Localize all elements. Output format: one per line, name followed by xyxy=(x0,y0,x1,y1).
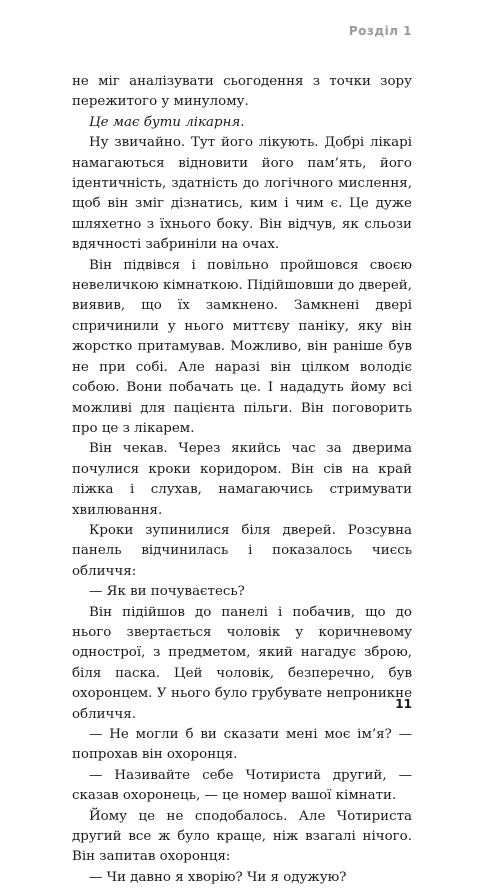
paragraph-italic: Це має бути лікарня. xyxy=(89,114,245,130)
paragraph: Він підвівся і повільно пройшовся своєю невеличкою кімнаткою. Підійшовши до дверей, виявив, що їх замкнено. Замкнені двері спричинили у нього миттєву паніку, яку він жорстко притамував. Можливо, він раніше був не при собі. Але наразі він цілком володіє собою. Вони побачать це. І нададуть йому всі можливі для пацієнта пільги. Він поговорить про це з лікарем. xyxy=(72,257,412,436)
dialogue-line: — Не могли б ви сказати мені моє ім’я? — попрохав він охоронця. xyxy=(72,727,412,763)
page-number: 11 xyxy=(395,697,412,711)
dialogue-line: — Як ви почуваєтесь? xyxy=(89,584,245,600)
dialogue-line: — Чи давно я хворію? Чи я одужую? xyxy=(89,869,347,885)
paragraph: Він підійшов до панелі і побачив, що до нього звертається чоловік у коричневому однострої, з предметом, який нагадує зброю, біля паска. Цей чоловік, безперечно, був охоронцем. У нього було грубувате непроникне обличчя. xyxy=(72,604,412,722)
paragraph: Він чекав. Через якийсь час за дверима почулися кроки коридором. Він сів на край ліжка і слухав, намагаючись стримувати хвилювання. xyxy=(72,441,412,518)
running-head: Розділ 1 xyxy=(348,24,412,38)
paragraph: Кроки зупинилися біля дверей. Розсувна панель відчинилась і показалось чиєсь обличчя: xyxy=(72,522,412,579)
paragraph: не міг аналізувати сьогодення з точки зору пережитого у минулому. xyxy=(72,74,412,110)
paragraph: Йому це не сподобалось. Але Чотириста другий все ж було краще, ніж взагалі нічого. Він запитав охоронця: xyxy=(72,808,412,865)
body-text xyxy=(72,72,412,888)
paragraph: Ну звичайно. Тут його лікують. Добрі лікарі намагаються відновити його пам’ять, його ідентичність, здатність до логічного мислення, щоб він зміг дізнатись, ким і чим є. Це дуже шляхетно з їхнього боку. Він відчув, як сльози вдячності забриніли на очах. xyxy=(72,135,412,253)
dialogue-line: — Називайте себе Чотириста другий, — сказав охоронець, — це номер вашої кімнати. xyxy=(72,767,412,804)
